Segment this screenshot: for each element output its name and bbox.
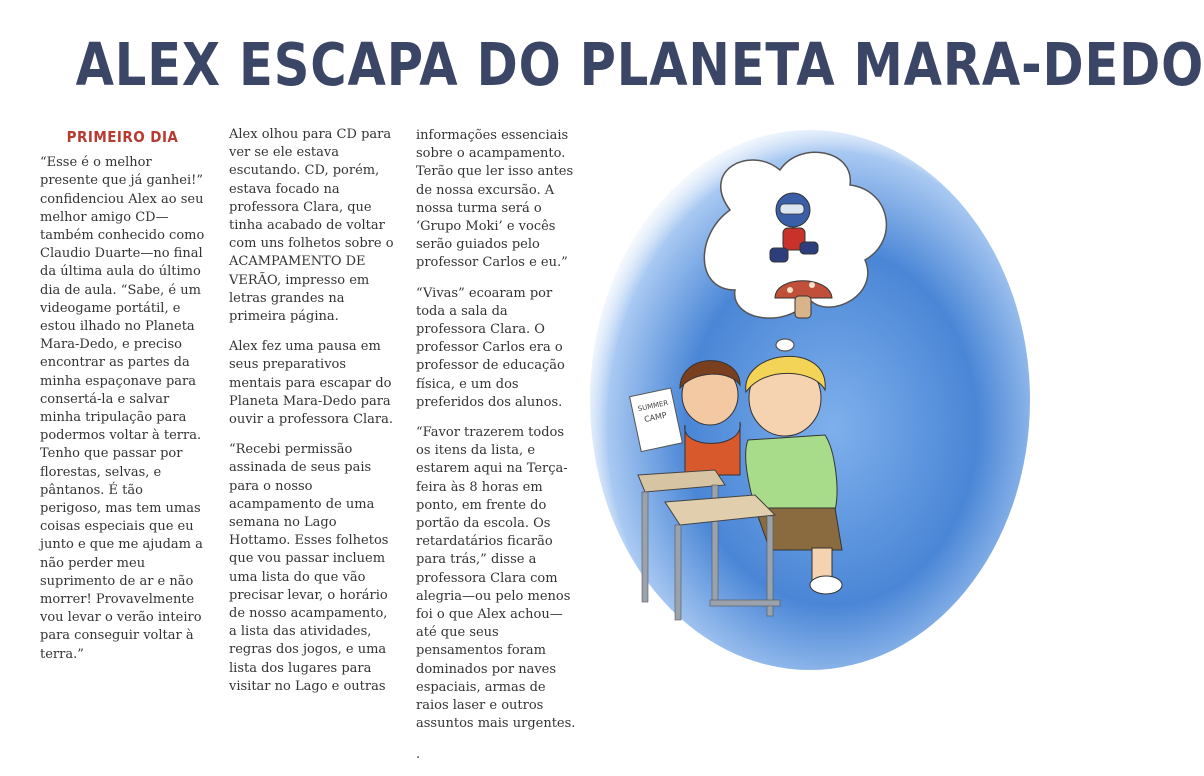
page-title: ALEX ESCAPA DO PLANETA MARA-DEDO bbox=[75, 30, 1204, 99]
paragraph: Alex fez uma pausa em seus preparativos mentais para escapar do Planeta Mara-Dedo para ouvir a professora Clara. bbox=[229, 339, 394, 428]
text-column-1 bbox=[40, 126, 205, 676]
paragraph: informações essenciais sobre o acampamento. Terão que ler isso antes de nossa excursão. A nossa turma será o ‘Grupo Moki’ e vocês serão guiados pelo professor Carlos e eu.” bbox=[416, 128, 574, 271]
paragraph: . bbox=[416, 746, 421, 762]
paragraph: “Vivas” ecoaram por toda a sala da professora Clara. O professor Carlos era o professor de educação física, e um dos preferidos dos alunos. bbox=[416, 285, 565, 410]
classroom-illustration bbox=[580, 130, 945, 668]
section-heading: PRIMEIRO DIA bbox=[66, 128, 179, 146]
camp-name: ACAMPAMENTO DE VERÃO bbox=[229, 254, 366, 288]
text-column-2 bbox=[229, 126, 399, 708]
paragraph: Alex olhou para CD para ver se ele estava escutando. CD, porém, estava focado na professora Clara, que tinha acabado de voltar com uns folhetos sobre o ACAMPAMENTO DE VERÃO, impresso em letras grandes na primeira página. bbox=[229, 127, 394, 325]
paper-label-1: SUMMER bbox=[637, 398, 670, 414]
text-column-3 bbox=[416, 127, 581, 776]
paper-label-2: CAMP bbox=[643, 410, 668, 425]
paragraph: “Esse é o melhor presente que já ganhei!” confidenciou Alex ao seu melhor amigo CD— também conhecido como Claudio Duarte—no final da última aula do último dia de aula. “Sabe, é um videogame portátil, e estou ilhado no Planeta Mara-Dedo, e preciso encontrar as partes da minha espaçonave para consertá-la e salvar minha tripulação para podermos voltar à terra. Tenho que passar por florestas, selvas, e pântanos. É tão perigoso, mas tem umas coisas especiais que eu junto e que me ajudam a não perder meu suprimento de ar e não morrer! Provavelmente vou levar o verão inteiro para conseguir voltar à terra.” bbox=[40, 155, 205, 662]
paragraph: “Favor trazerem todos os itens da lista, e estarem aqui na Terça-feira às 8 horas em ponto, em frente do portão da escola. Os retardatários ficarão para trás,” disse a professora Clara com alegria—ou pelo menos foi o que Alex achou—até que seus pensamentos foram dominados por naves espaciais, armas de raios laser e outros assuntos mais urgentes. bbox=[416, 425, 576, 732]
paragraph: “Recebi permissão assinada de seus pais para o nosso acampamento de uma semana no Lago Hottamo. Esses folhetos que vou passar incluem uma lista do que vão precisar levar, o horário de nosso acampamento, a lista das atividades, regras dos jogos, e uma lista dos lugares para visitar no Lago e outras bbox=[229, 442, 389, 694]
